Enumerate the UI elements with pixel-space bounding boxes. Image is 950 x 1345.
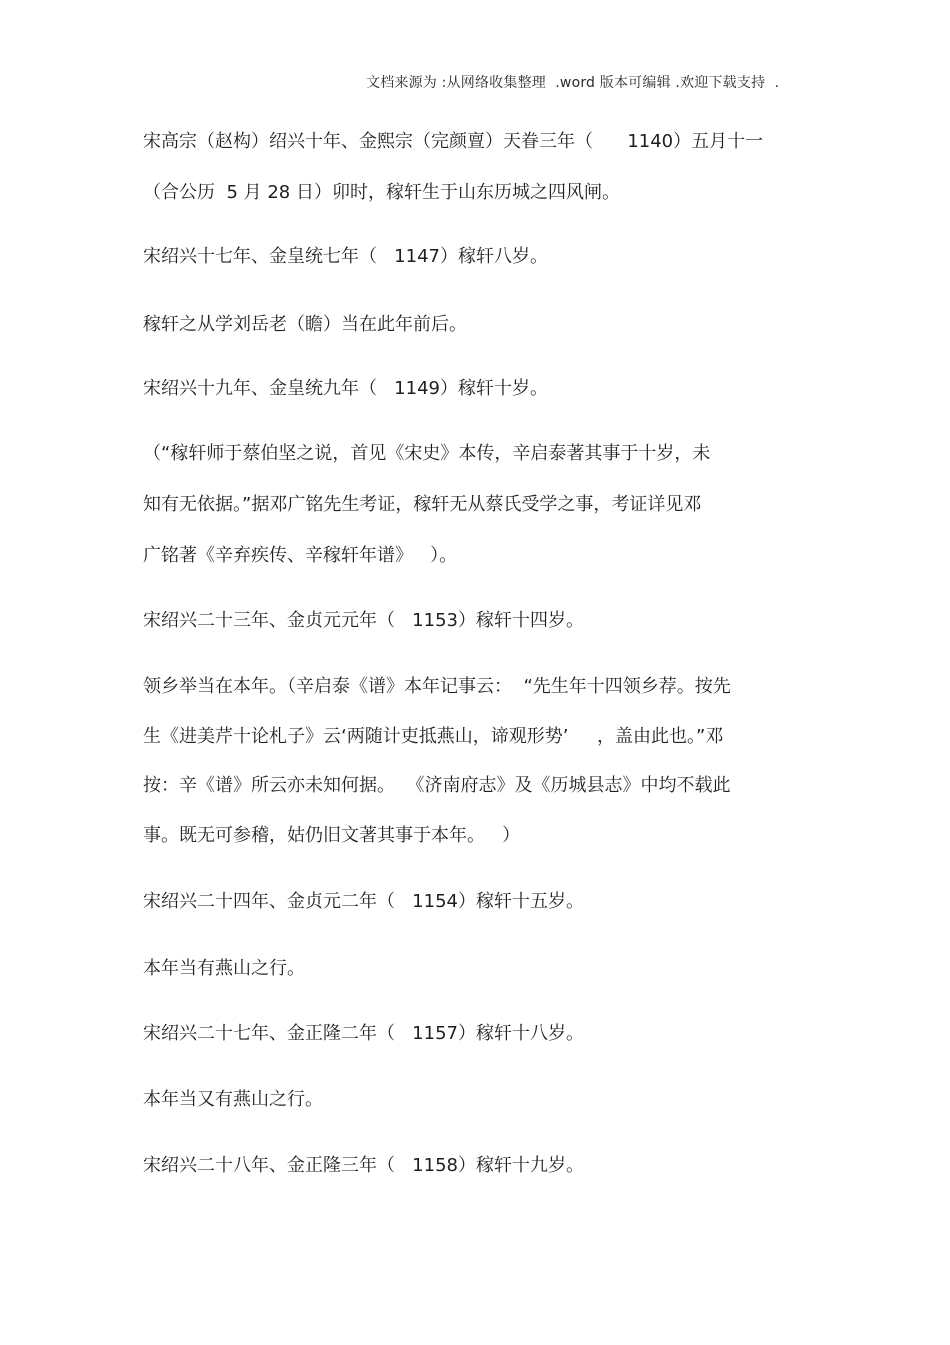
text-line: （合公历 5 月 28 日）卯时，稼轩生于山东历城之四风闸。: [143, 182, 620, 203]
text-line: 事。既无可参稽，姑仍旧文著其事于本年。 ）: [143, 825, 521, 846]
text-line: 宋绍兴二十七年、金正隆二年（ 1157）稼轩十八岁。: [143, 1023, 584, 1044]
text-line: 宋高宗（赵构）绍兴十年、金熙宗（完颜亶）天眷三年（ 1140）五月十一: [143, 131, 764, 152]
text-line: 按：辛《谱》所云亦未知何据。 《济南府志》及《历城县志》中均不载此: [143, 775, 731, 796]
text-line: 宋绍兴二十三年、金贞元元年（ 1153）稼轩十四岁。: [143, 610, 584, 631]
text-line: 广铭著《辛弃疾传、辛稼轩年谱》 ）。: [143, 545, 458, 566]
text-line: 宋绍兴二十八年、金正隆三年（ 1158）稼轩十九岁。: [143, 1155, 584, 1176]
text-line: 领乡举当在本年。（辛启泰《谱》本年记事云： “先生年十四领乡荐。按先: [143, 676, 731, 697]
text-line: 稼轩之从学刘岳老（瞻）当在此年前后。: [143, 314, 467, 335]
text-line: 本年当又有燕山之行。: [143, 1089, 323, 1110]
text-line: 宋绍兴十九年、金皇统九年（ 1149）稼轩十岁。: [143, 378, 548, 399]
text-line: 知有无依据。”据邓广铭先生考证，稼轩无从蔡氏受学之事，考证详见邓: [143, 494, 702, 515]
text-line: 宋绍兴二十四年、金贞元二年（ 1154）稼轩十五岁。: [143, 891, 584, 912]
text-line: 生《进美芹十论札子》云‘两随计吏抵燕山，谛观形势’ ，盖由此也。”邓: [143, 726, 724, 747]
text-line: 宋绍兴十七年、金皇统七年（ 1147）稼轩八岁。: [143, 246, 548, 267]
text-line: 本年当有燕山之行。: [143, 958, 305, 979]
text-line: （“稼轩师于蔡伯坚之说，首见《宋史》本传，辛启泰著其事于十岁，未: [143, 443, 711, 464]
page-header: 文档来源为 :从网络收集整理 .word 版本可编辑 .欢迎下载支持 .: [366, 75, 780, 91]
